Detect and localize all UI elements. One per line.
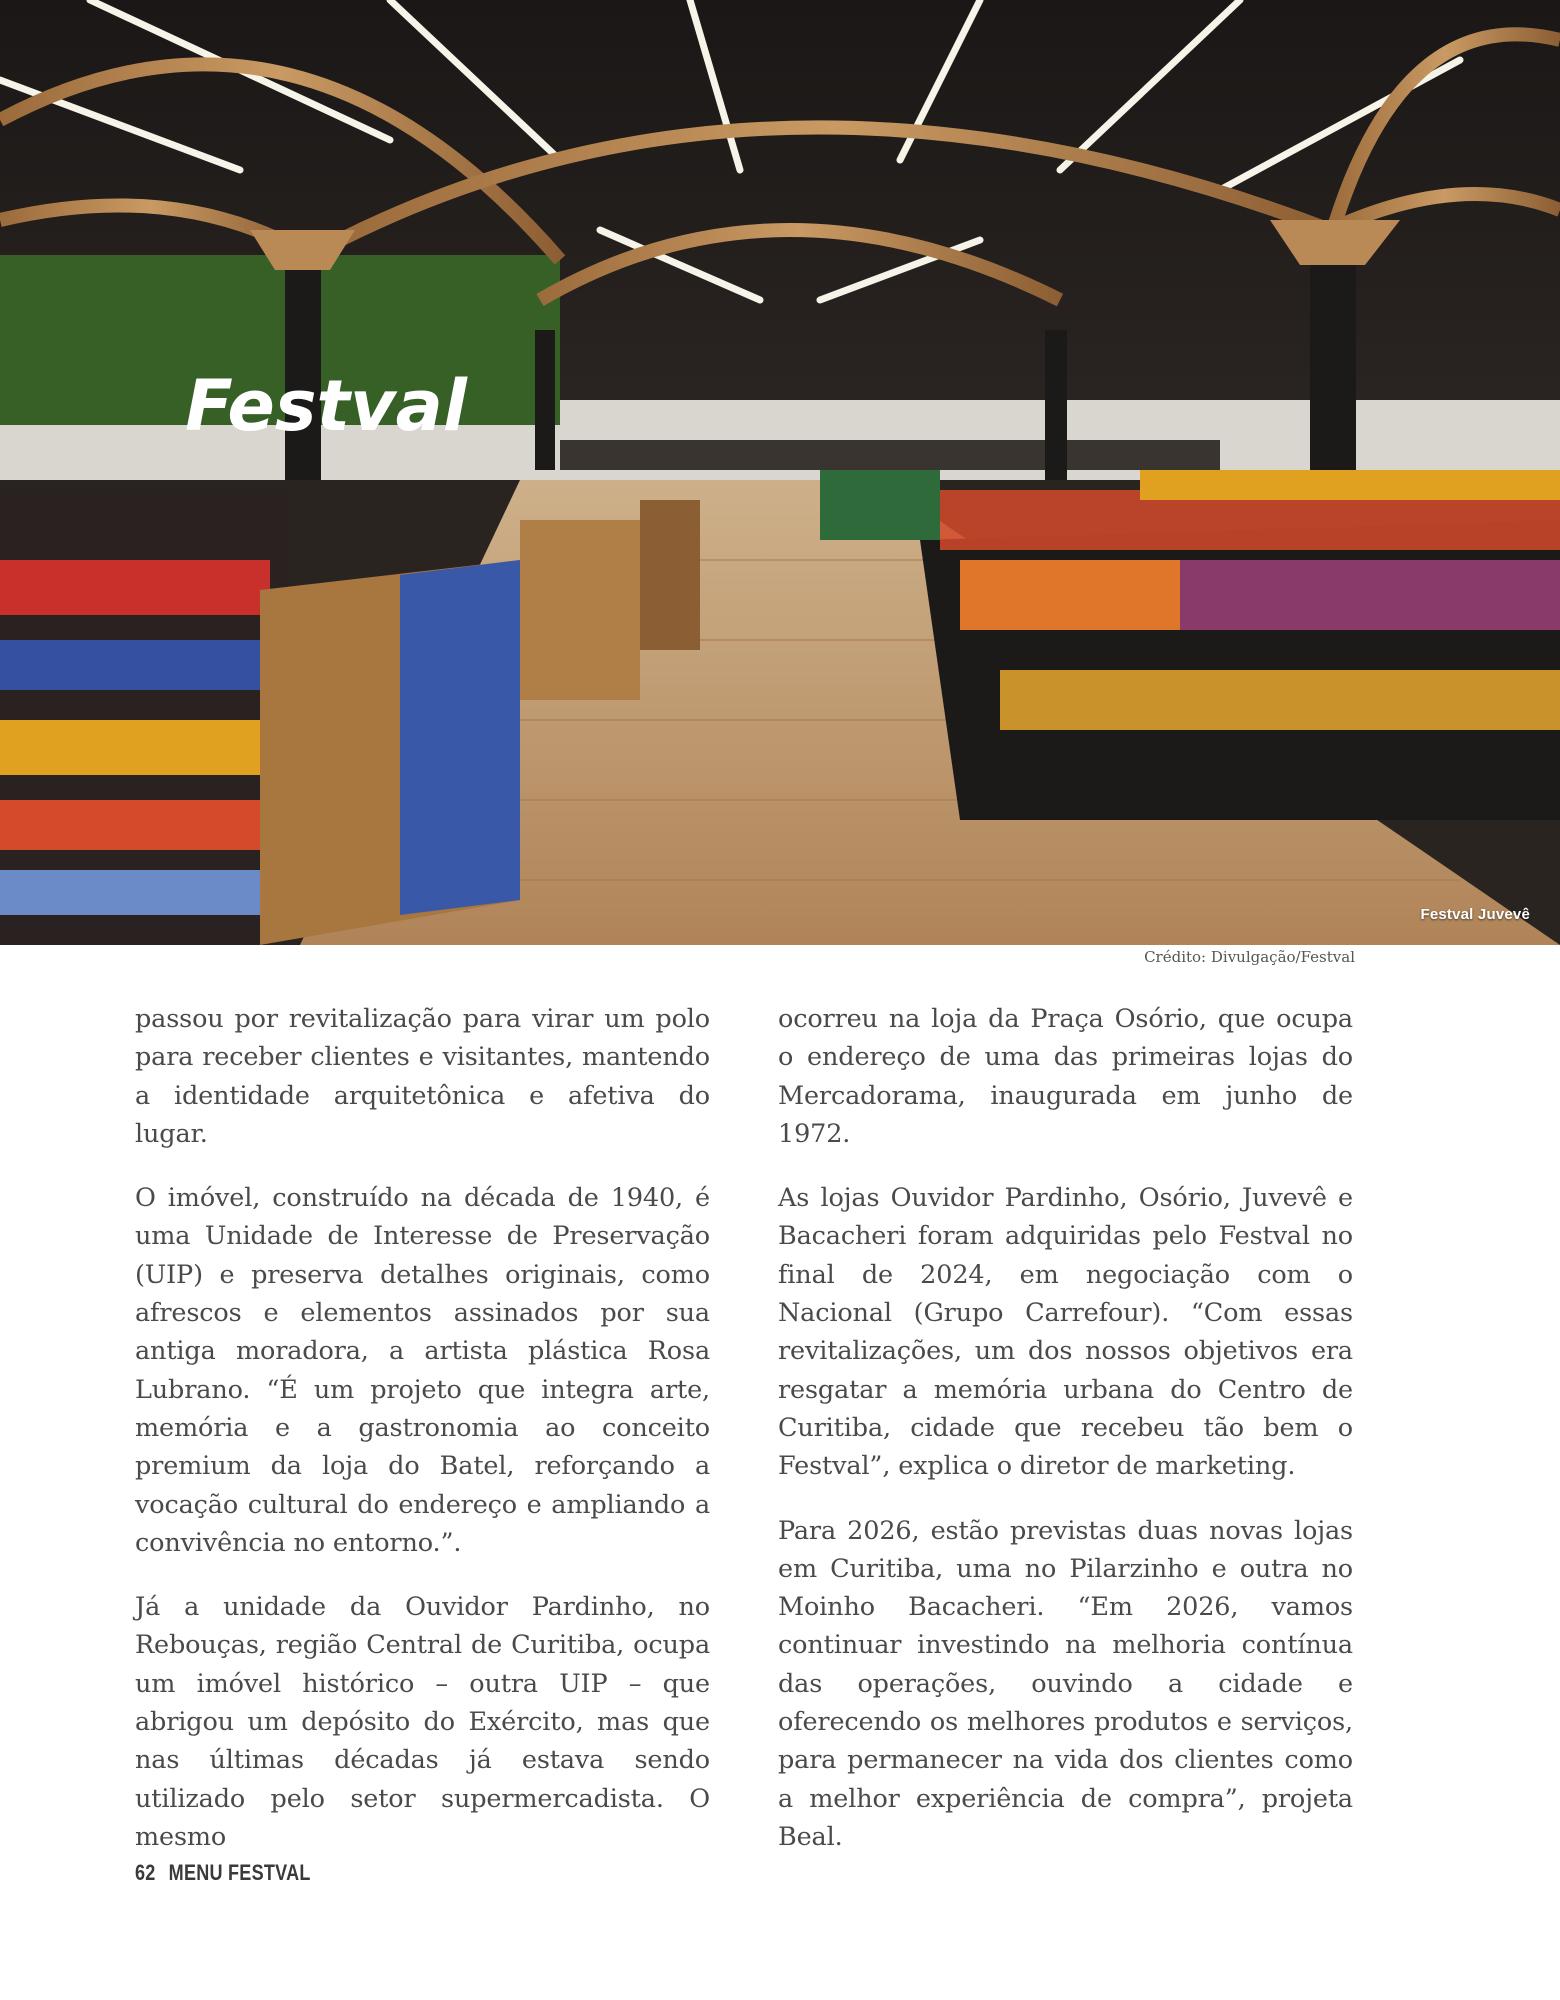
page-footer	[135, 1860, 311, 1886]
page-number: 62	[135, 1860, 156, 1885]
paragraph: Já a unidade da Ouvidor Pardinho, no Rebouças, região Central de Curitiba, ocupa um imóvel histórico – outra UIP – que abrigou um depósito do Exército, mas que nas últimas décadas já estava sendo utilizado pelo setor supermercadista. O mesmo	[135, 1592, 710, 1852]
photo-credit: Crédito: Divulgação/Festval	[1144, 948, 1355, 966]
paragraph: passou por revitalização para virar um polo para receber clientes e visitantes, mantendo a identidade arquitetônica e afetiva do lugar.	[135, 1004, 710, 1149]
right-column	[778, 1000, 1353, 1856]
magazine-title: MENU FESTVAL	[168, 1860, 311, 1885]
supermarket-photo	[0, 0, 1560, 945]
paragraph: As lojas Ouvidor Pardinho, Osório, Juvevê e Bacacheri foram adquiridas pelo Festval no final de 2024, em negociação com o Nacional (Grupo Carrefour). “Com essas revitalizações, um dos nossos objetivos era resgatar a memória urbana do Centro de Curitiba, cidade que recebeu tão bem o Festval”, explica o diretor de marketing.	[778, 1183, 1353, 1482]
paragraph: ocorreu na loja da Praça Osório, que ocupa o endereço de uma das primeiras lojas do Mercadorama, inaugurada em junho de 1972.	[778, 1004, 1353, 1149]
left-column	[135, 1000, 710, 1856]
supermarket-interior-illustration	[0, 0, 1560, 945]
paragraph: Para 2026, estão previstas duas novas lojas em Curitiba, uma no Pilarzinho e outra no Moinho Bacacheri. “Em 2026, vamos continuar investindo na melhoria contínua das operações, ouvindo a cidade e oferecendo os melhores produtos e serviços, para permanecer na vida dos clientes como a melhor experiência de compra”, projeta Beal.	[778, 1515, 1353, 1852]
paragraph: O imóvel, construído na década de 1940, é uma Unidade de Interesse de Preservação (UIP) e preserva detalhes originais, como afrescos e elementos assinados por sua antiga moradora, a artista plástica Rosa Lubrano. “É um projeto que integra arte, memória e a gastronomia ao conceito premium da loja do Batel, reforçando a vocação cultural do endereço e ampliando a convivência no entorno.”.	[135, 1183, 710, 1558]
store-sign: Festval	[185, 365, 467, 447]
photo-caption: Festval Juvevê	[1420, 906, 1530, 923]
